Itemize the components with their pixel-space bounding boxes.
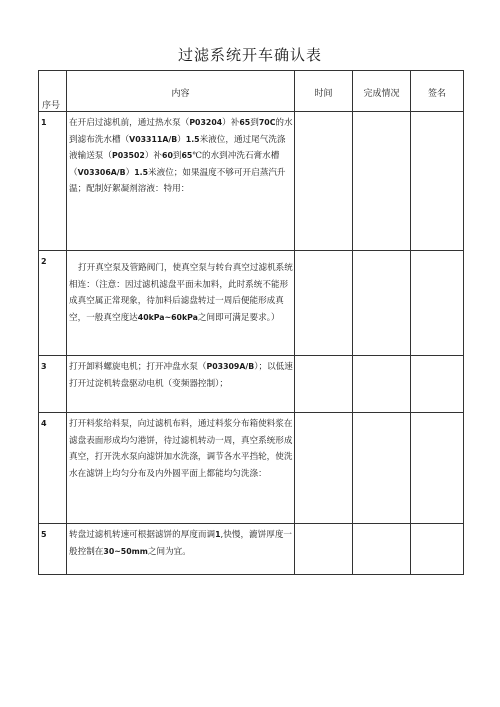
status-cell[interactable] bbox=[353, 251, 411, 356]
text-run: 的水到滤布洗水槽（ bbox=[69, 118, 293, 145]
sign-cell[interactable] bbox=[411, 251, 464, 356]
row-text bbox=[69, 527, 293, 560]
confirmation-table bbox=[38, 70, 464, 575]
header-time bbox=[295, 71, 353, 112]
text-run: ,快慢，漉饼厚度一般控制在 bbox=[69, 530, 293, 557]
bold-value: P03204 bbox=[189, 118, 223, 127]
bold-value: V03306A/B bbox=[77, 167, 126, 177]
header-seq-label: 序号 bbox=[42, 101, 61, 111]
header-seq bbox=[39, 71, 67, 112]
row-content bbox=[67, 356, 295, 413]
table-row bbox=[39, 112, 464, 251]
status-cell[interactable] bbox=[353, 356, 411, 413]
bold-value: 1.5 bbox=[185, 134, 200, 144]
text-run: 之间即可满足要求。） bbox=[197, 312, 280, 323]
row-number: 4 bbox=[39, 413, 67, 524]
bold-value: V03311A/B bbox=[129, 134, 178, 144]
text-run: 打开卸料螺旋电机；打开冲盘水泵（ bbox=[69, 362, 207, 372]
table-row bbox=[39, 413, 464, 524]
bold-value: 40kPa~60kPa bbox=[137, 312, 198, 322]
time-cell[interactable] bbox=[295, 524, 353, 575]
bold-value: 30~50mm bbox=[103, 546, 148, 556]
header-status bbox=[353, 71, 411, 112]
bold-value: 60 bbox=[162, 151, 173, 160]
header-sign bbox=[411, 71, 464, 112]
bold-value: P03502 bbox=[111, 151, 145, 160]
row-number: 2 bbox=[39, 251, 67, 356]
row-number: 5 bbox=[39, 524, 67, 575]
time-cell[interactable] bbox=[295, 251, 353, 356]
table-row bbox=[39, 251, 464, 356]
bold-value: 70C bbox=[258, 118, 276, 127]
header-content bbox=[67, 71, 295, 112]
bold-value: 1 bbox=[215, 530, 221, 539]
sign-cell[interactable] bbox=[411, 413, 464, 524]
table-row bbox=[39, 524, 464, 575]
text-run: 打开料浆给料泵，向过滤机布料，通过料浆分布箱使料浆在滤盘表面形成均匀港饼，待过滤机转动一周，真空系统形成真空，打开洗水泵向滤饼加水洗涤，调节各水平挡轮，使洗水在滤饼上均匀分布及内外圆平面上都能均匀洗涤： bbox=[69, 419, 293, 479]
header-status-label: 完成情况 bbox=[363, 89, 400, 99]
row-content bbox=[67, 112, 295, 251]
sign-cell[interactable] bbox=[411, 112, 464, 251]
bold-value: P03309A/B bbox=[206, 362, 255, 371]
row-text bbox=[69, 115, 293, 198]
text-run: ）；以低速打开过淀机转盘驱动电机（变频器控制）； bbox=[69, 362, 293, 389]
text-run: ）补 bbox=[144, 151, 163, 161]
status-cell[interactable] bbox=[353, 413, 411, 524]
row-text bbox=[69, 416, 293, 482]
header-content-label: 内容 bbox=[171, 89, 190, 99]
row-text bbox=[69, 359, 293, 392]
text-run: 之间为宜。 bbox=[147, 546, 191, 557]
row-content bbox=[67, 251, 295, 356]
text-run: ）补 bbox=[222, 118, 240, 128]
page-title: 过滤系统开车确认表 bbox=[177, 46, 322, 64]
table-header-row bbox=[39, 71, 464, 112]
time-cell[interactable] bbox=[295, 413, 353, 524]
text-run: 转盘过滤机转速可根据滤饼的厚度而调 bbox=[69, 530, 216, 540]
row-content bbox=[67, 524, 295, 575]
text-run: ） bbox=[125, 167, 135, 178]
header-sign-label: 签名 bbox=[427, 89, 446, 99]
text-run: ℃的水到冲洗石膏水槽（ bbox=[69, 151, 280, 178]
text-run: 米液位；如果温度不够可开启蒸汽升温；配制好絮凝剂溶液：特用： bbox=[69, 167, 286, 194]
status-cell[interactable] bbox=[353, 112, 411, 251]
text-run: 打开真空泵及管路阀门，使真空泵与转台真空过滤机系统相连：（注意：因过滤机滤盘平面未加料，此时系统不能形成真空属正常现象，待加料后滤盘转过一周后便能形成真空，一般真空度达 bbox=[69, 263, 293, 323]
text-run: 米液位，通过尾气洗涤液输送泵（ bbox=[69, 134, 286, 161]
header-time-label: 时间 bbox=[314, 89, 333, 99]
bold-value: 1.5 bbox=[134, 167, 149, 177]
text-run: ） bbox=[177, 134, 186, 145]
status-cell[interactable] bbox=[353, 524, 411, 575]
table-row bbox=[39, 356, 464, 413]
sign-cell[interactable] bbox=[411, 356, 464, 413]
row-number: 3 bbox=[39, 356, 67, 413]
text-run: 在开启过滤机前，通过热水泵（ bbox=[69, 118, 190, 128]
time-cell[interactable] bbox=[295, 112, 353, 251]
bold-value: 65 bbox=[239, 118, 251, 127]
text-run: 到 bbox=[172, 151, 182, 161]
bold-value: 65 bbox=[181, 151, 193, 160]
time-cell[interactable] bbox=[295, 356, 353, 413]
row-content bbox=[67, 413, 295, 524]
row-number: 1 bbox=[39, 112, 67, 251]
sign-cell[interactable] bbox=[411, 524, 464, 575]
text-run: 到 bbox=[250, 118, 259, 128]
row-text bbox=[69, 260, 293, 326]
